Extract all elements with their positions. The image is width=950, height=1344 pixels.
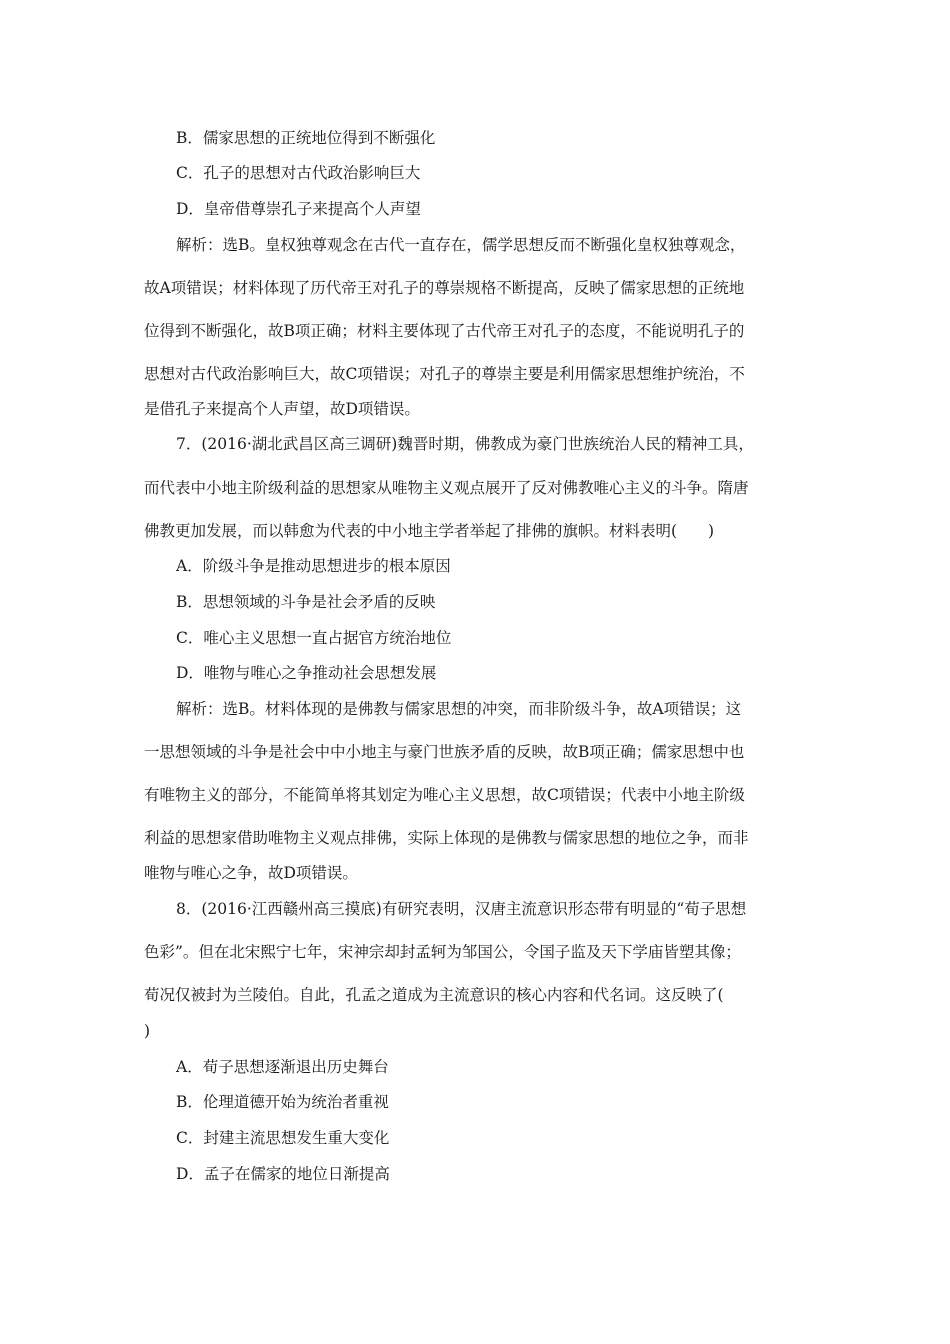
q6-analysis-line: 思想对古代政治影响巨大，故C项错误；对孔子的尊崇主要是利用儒家思想维护统治，不	[144, 365, 745, 383]
q6-option-d: D．皇帝借尊崇孔子来提高个人声望	[176, 200, 421, 218]
q6-option-c: C．孔子的思想对古代政治影响巨大	[176, 164, 421, 182]
q8-option-b: B．伦理道德开始为统治者重视	[176, 1093, 389, 1111]
q7-stem-line: 佛教更加发展，而以韩愈为代表的中小地主学者举起了排佛的旗帜。材料表明( )	[144, 522, 715, 540]
q6-analysis-line: 故A项错误；材料体现了历代帝王对孔子的尊崇规格不断提高，反映了儒家思想的正统地	[144, 279, 745, 297]
q8-option-c: C．封建主流思想发生重大变化	[176, 1129, 390, 1147]
q7-analysis-line: 有唯物主义的部分，不能简单将其划定为唯心主义思想，故C项错误；代表中小地主阶级	[144, 786, 745, 804]
q8-stem-line: 8．(2016·江西赣州高三摸底)有研究表明，汉唐主流意识形态带有明显的“荀子思想	[176, 900, 747, 918]
q7-stem-line: 7．(2016·湖北武昌区高三调研)魏晋时期，佛教成为豪门世族统治人民的精神工具，	[176, 435, 754, 453]
q8-stem-line: 色彩”。但在北宋熙宁七年，宋神宗却封孟轲为邹国公，令国子监及天下学庙皆塑其像；	[144, 943, 741, 961]
q6-analysis-line: 是借孔子来提高个人声望，故D项错误。	[144, 400, 420, 418]
q7-option-c: C．唯心主义思想一直占据官方统治地位	[176, 629, 452, 647]
q7-analysis-line: 一思想领域的斗争是社会中中小地主与豪门世族矛盾的反映，故B项正确；儒家思想中也	[144, 743, 745, 761]
q7-analysis-line: 唯物与唯心之争，故D项错误。	[144, 864, 358, 882]
q6-option-b: B．儒家思想的正统地位得到不断强化	[176, 129, 436, 147]
q6-analysis-line: 解析：选B。皇权独尊观念在古代一直存在，儒学思想反而不断强化皇权独尊观念，	[176, 236, 746, 254]
q6-analysis-line: 位得到不断强化，故B项正确；材料主要体现了古代帝王对孔子的态度，不能说明孔子的	[144, 322, 745, 340]
q7-analysis-line: 解析：选B。材料体现的是佛教与儒家思想的冲突，而非阶级斗争，故A项错误；这	[176, 700, 742, 718]
q8-option-a: A．荀子思想逐渐退出历史舞台	[176, 1058, 389, 1076]
q7-option-b: B．思想领域的斗争是社会矛盾的反映	[176, 593, 436, 611]
q7-option-a: A．阶级斗争是推动思想进步的根本原因	[176, 557, 451, 575]
q8-stem-line: 荀况仅被封为兰陵伯。自此，孔孟之道成为主流意识的核心内容和代名词。这反映了(	[144, 986, 724, 1004]
q8-option-d: D．孟子在儒家的地位日渐提高	[176, 1165, 390, 1183]
q7-option-d: D．唯物与唯心之争推动社会思想发展	[176, 664, 437, 682]
q7-analysis-line: 利益的思想家借助唯物主义观点排佛，实际上体现的是佛教与儒家思想的地位之争，而非	[144, 829, 749, 847]
q7-stem-line: 而代表中小地主阶级利益的思想家从唯物主义观点展开了反对佛教唯心主义的斗争。隋唐	[144, 479, 749, 497]
q8-stem-line: )	[144, 1022, 151, 1040]
